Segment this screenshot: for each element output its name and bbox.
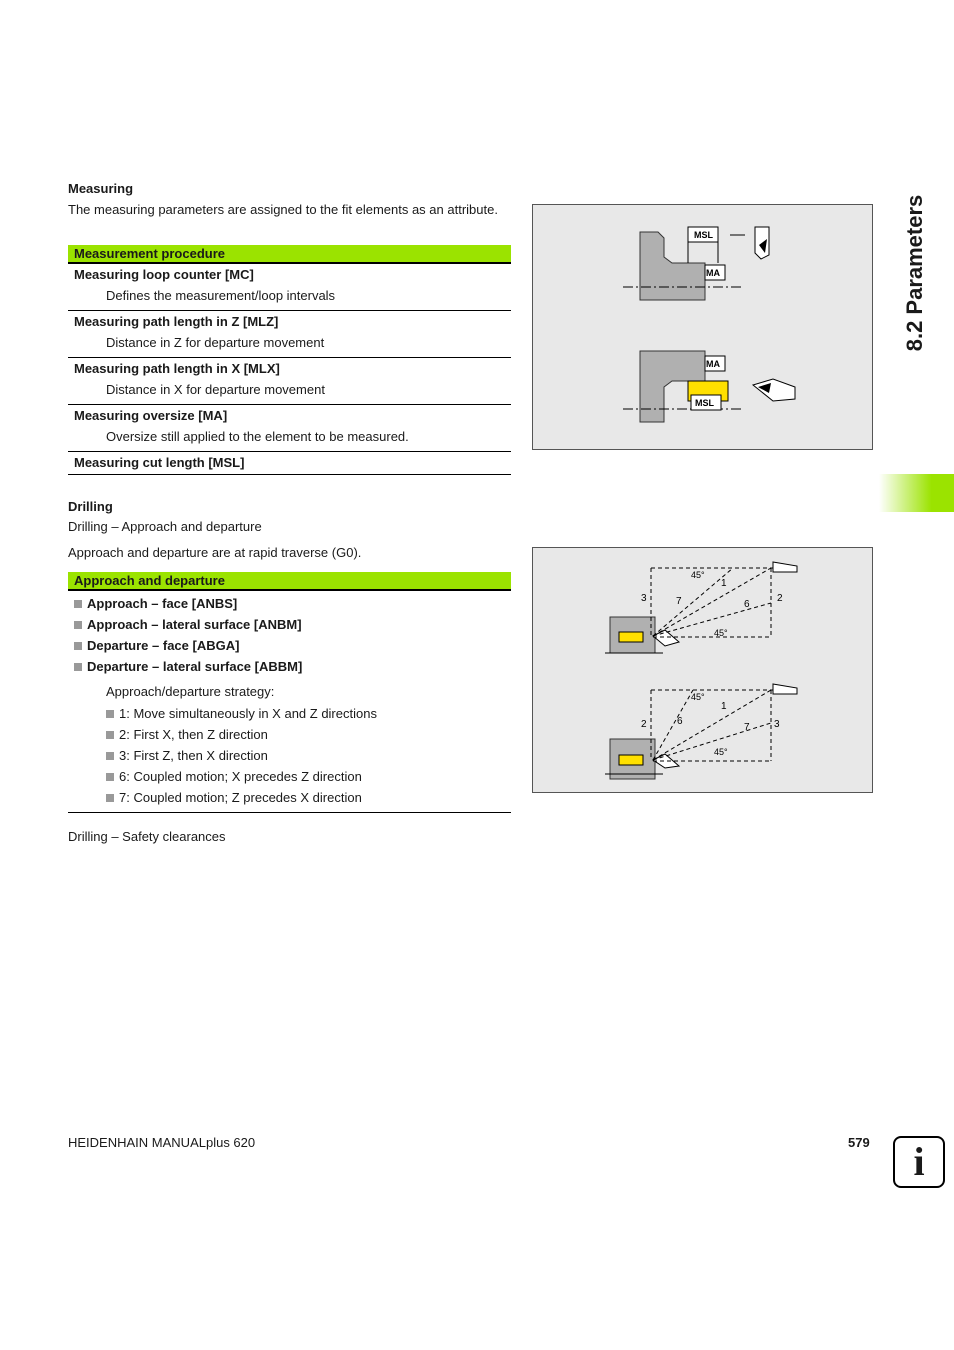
path-label-3: 3 [774,719,780,730]
path-label-1: 1 [721,578,727,589]
bullet-icon [106,773,114,781]
table-row-desc: Distance in Z for departure movement [68,333,511,358]
angle-label: 45° [691,570,705,580]
bullet-icon [74,663,82,671]
path-label-7: 7 [744,722,750,733]
bullet-icon [106,731,114,739]
list-item: 7: Coupled motion; Z precedes X direction [68,788,511,813]
path-label-7: 7 [676,596,682,607]
drilling-line1: Drilling – Approach and departure [68,519,262,534]
approach-table [68,572,511,813]
section-title-vertical: 8.2 Parameters [902,194,927,352]
bullet-icon [106,794,114,802]
list-item: Approach – lateral surface [ANBM] [68,615,511,636]
safety-clearances: Drilling – Safety clearances [68,829,226,844]
page-number: 579 [848,1135,870,1150]
table-row-desc: Oversize still applied to the element to be measured. [68,427,511,452]
bullet-icon [106,710,114,718]
measuring-heading: Measuring [68,181,134,196]
footer-manual: HEIDENHAIN MANUALplus 620 [68,1135,256,1150]
table-row-title: Measuring path length in Z [MLZ] [74,314,279,329]
bullet-icon [74,642,82,650]
drilling-line2: Approach and departure are at rapid traverse (G0). [68,545,362,560]
msl-label-top: MSL [694,230,713,240]
measuring-figure [532,204,873,450]
table-row-desc: Distance in X for departure movement [68,380,511,405]
list-item: Approach – face [ANBS] [68,594,511,615]
path-label-2: 2 [641,719,647,730]
drilling-figure [532,547,873,793]
path-label-2: 2 [777,593,783,604]
list-item: 1: Move simultaneously in X and Z directions [68,704,511,725]
measurement-table [68,245,511,475]
measuring-intro: The measuring parameters are assigned to the fit elements as an attribute. [68,202,498,217]
measuring-diagram [533,205,872,449]
table-row-title: Measuring path length in X [MLX] [74,361,280,376]
msl-label-bottom: MSL [695,398,714,408]
table-row-desc: Defines the measurement/loop intervals [68,286,511,311]
strategy-label: Approach/departure strategy: [106,684,275,699]
path-label-6: 6 [744,599,750,610]
ma-label-top: MA [706,268,720,278]
list-item: 6: Coupled motion; X precedes Z direction [68,767,511,788]
angle-label: 45° [691,692,705,702]
list-item: 3: First Z, then X direction [68,746,511,767]
angle-label: 45° [714,747,728,757]
chapter-tab [879,474,954,512]
bullet-icon [74,621,82,629]
ma-label-bottom: MA [706,359,720,369]
table-row-title: Measuring loop counter [MC] [74,267,254,282]
drilling-heading: Drilling [68,499,113,514]
table-row-title: Measuring cut length [MSL] [68,452,511,475]
table-header: Measurement procedure [68,245,511,264]
info-icon: i [893,1136,945,1188]
table-header: Approach and departure [68,572,511,591]
list-item: Departure – face [ABGA] [68,636,511,657]
bullet-icon [106,752,114,760]
bullet-icon [74,600,82,608]
table-row-title: Measuring oversize [MA] [74,408,228,423]
path-label-6: 6 [677,716,683,727]
path-label-3: 3 [641,593,647,604]
angle-label: 45° [714,628,728,638]
list-item: 2: First X, then Z direction [68,725,511,746]
drilling-diagram [533,548,872,792]
path-label-1: 1 [721,701,727,712]
list-item: Departure – lateral surface [ABBM] [68,657,511,678]
